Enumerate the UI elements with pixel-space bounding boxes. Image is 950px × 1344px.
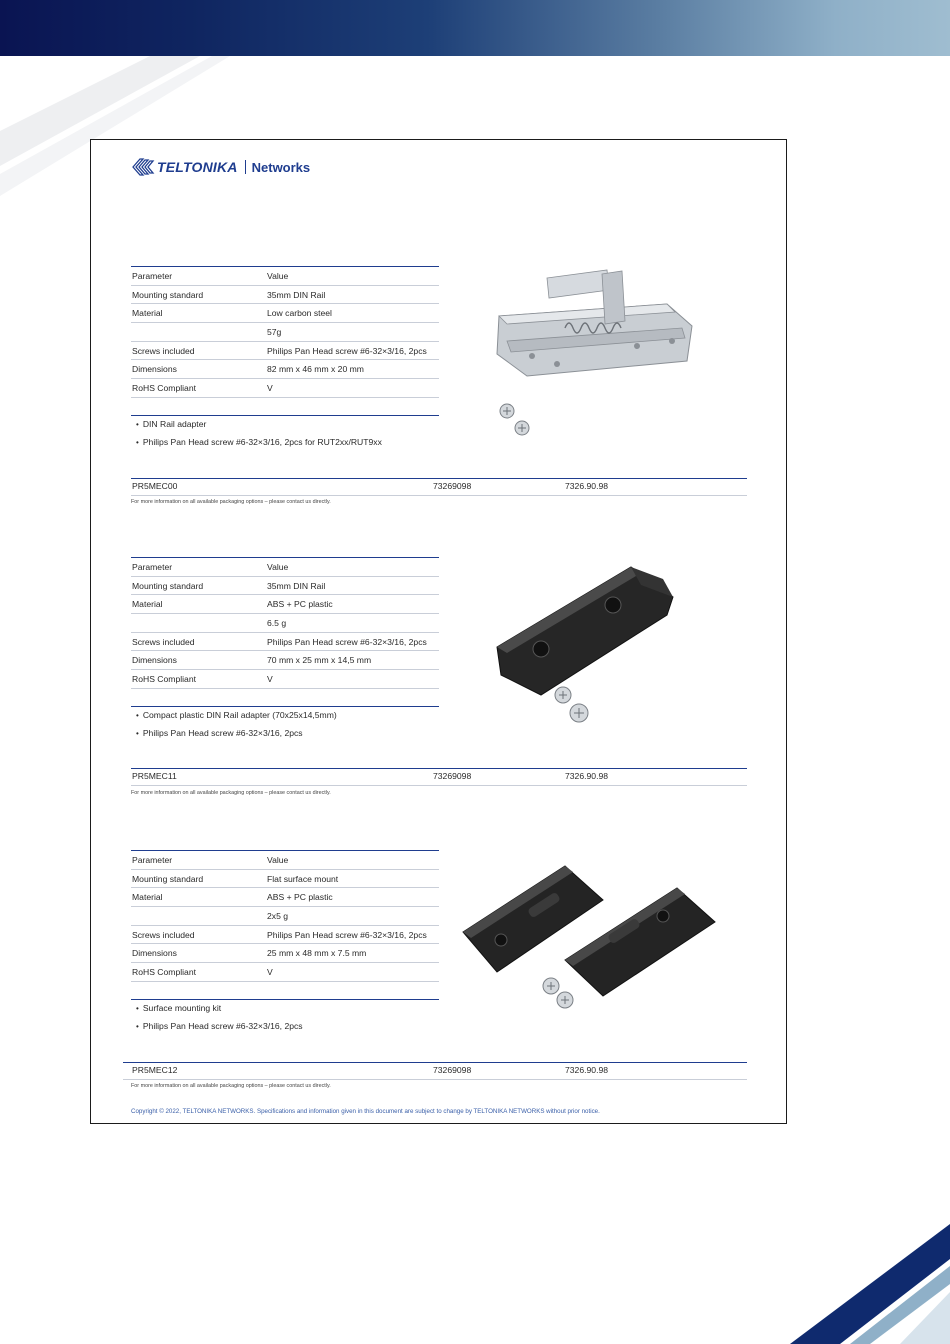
spec-param: RoHS Compliant — [131, 670, 266, 689]
ordering-row — [123, 1062, 747, 1080]
hs-code: 73269098 — [433, 771, 472, 781]
spec-param: Dimensions — [131, 360, 266, 379]
spec-row — [131, 925, 439, 944]
brand-name: TELTONIKA — [157, 159, 238, 175]
packaging-note: For more information on all available packaging options – please contact us directly. — [131, 790, 331, 796]
spec-param: Parameter — [131, 267, 266, 286]
package-contents-list — [131, 999, 439, 1035]
spec-row — [131, 944, 439, 963]
spec-value: Philips Pan Head screw #6-32×3/16, 2pcs — [266, 925, 439, 944]
spec-value: 6.5 g — [266, 614, 439, 633]
datasheet-page — [90, 139, 787, 1124]
spec-param: Mounting standard — [131, 869, 266, 888]
spec-row — [131, 304, 439, 323]
spec-param: RoHS Compliant — [131, 379, 266, 398]
spec-param: Parameter — [131, 558, 266, 577]
spec-row — [131, 907, 439, 926]
spec-value: Value — [266, 267, 439, 286]
list-item: • DIN Rail adapter — [131, 416, 439, 434]
package-contents-list — [131, 415, 439, 451]
corner-decoration — [750, 1204, 950, 1344]
ordering-row — [131, 478, 747, 496]
spec-param — [131, 323, 266, 342]
spec-value: Philips Pan Head screw #6-32×3/16, 2pcs — [266, 632, 439, 651]
spec-param: Mounting standard — [131, 576, 266, 595]
spec-row — [131, 360, 439, 379]
packaging-note: For more information on all available packaging options – please contact us directly. — [131, 499, 331, 505]
spec-param: Mounting standard — [131, 285, 266, 304]
ordering-row — [131, 768, 747, 786]
spec-value: 2x5 g — [266, 907, 439, 926]
spec-row — [131, 576, 439, 595]
spec-row — [131, 963, 439, 982]
spec-header-row — [131, 851, 439, 870]
spec-row — [131, 632, 439, 651]
spec-value: 25 mm x 48 mm x 7.5 mm — [266, 944, 439, 963]
header-gradient-band — [0, 0, 950, 56]
spec-row — [131, 651, 439, 670]
spec-param: Material — [131, 888, 266, 907]
packaging-note: For more information on all available packaging options – please contact us directly. — [131, 1083, 331, 1089]
spec-value: 57g — [266, 323, 439, 342]
list-item: • Philips Pan Head screw #6-32×3/16, 2pcs — [131, 725, 439, 743]
spec-value: 70 mm x 25 mm x 14,5 mm — [266, 651, 439, 670]
spec-row — [131, 670, 439, 689]
logo-divider — [245, 160, 246, 174]
hs-code: 73269098 — [433, 1065, 472, 1075]
spec-param: Material — [131, 595, 266, 614]
spec-value: Philips Pan Head screw #6-32×3/16, 2pcs — [266, 341, 439, 360]
list-item: • Compact plastic DIN Rail adapter (70x25x14,5mm) — [131, 707, 439, 725]
spec-row — [131, 285, 439, 304]
spec-row — [131, 341, 439, 360]
hs-code-dotted: 7326.90.98 — [565, 1065, 609, 1075]
product-code: PR5MEC00 — [132, 481, 178, 491]
spec-param: Screws included — [131, 632, 266, 651]
spec-value: V — [266, 379, 439, 398]
spec-value: V — [266, 963, 439, 982]
spec-row — [131, 323, 439, 342]
spec-param: Screws included — [131, 925, 266, 944]
hs-code-dotted: 7326.90.98 — [565, 481, 609, 491]
list-item: • Philips Pan Head screw #6-32×3/16, 2pcs for RUT2xx/RUT9xx — [131, 434, 439, 452]
spec-header-row — [131, 558, 439, 577]
spec-row — [131, 614, 439, 633]
spec-value: 35mm DIN Rail — [266, 285, 439, 304]
spec-table — [131, 557, 439, 689]
list-item: • Surface mounting kit — [131, 1000, 439, 1018]
teltonika-logo — [131, 156, 310, 178]
spec-value: ABS + PC plastic — [266, 888, 439, 907]
teltonika-chevron-icon — [131, 157, 155, 177]
spec-value: Value — [266, 851, 439, 870]
spec-table — [131, 266, 439, 398]
spec-param: Material — [131, 304, 266, 323]
spec-row — [131, 888, 439, 907]
spec-row — [131, 595, 439, 614]
spec-value: Value — [266, 558, 439, 577]
spec-param: Screws included — [131, 341, 266, 360]
spec-param: RoHS Compliant — [131, 963, 266, 982]
product-code: PR5MEC11 — [132, 771, 177, 781]
package-contents-list — [131, 706, 439, 742]
spec-value: ABS + PC plastic — [266, 595, 439, 614]
metal-din-rail-adapter-image — [487, 266, 707, 441]
spec-value: 82 mm x 46 mm x 20 mm — [266, 360, 439, 379]
spec-row — [131, 869, 439, 888]
spec-param: Parameter — [131, 851, 266, 870]
spec-param — [131, 907, 266, 926]
spec-table — [131, 850, 439, 982]
brand-subtitle: Networks — [251, 159, 311, 175]
spec-value: 35mm DIN Rail — [266, 576, 439, 595]
spec-row — [131, 379, 439, 398]
spec-value: Flat surface mount — [266, 869, 439, 888]
spec-value: Low carbon steel — [266, 304, 439, 323]
spec-value: V — [266, 670, 439, 689]
spec-param: Dimensions — [131, 651, 266, 670]
spec-param: Dimensions — [131, 944, 266, 963]
product-code: PR5MEC12 — [132, 1065, 178, 1075]
hs-code-dotted: 7326.90.98 — [565, 771, 609, 781]
spec-param — [131, 614, 266, 633]
copyright-footer: Copyright © 2022, TELTONIKA NETWORKS. Specifications and information given in this document are subject to change by TELTONIKA NETWORKS without prior notice. — [131, 1108, 600, 1115]
list-item: • Philips Pan Head screw #6-32×3/16, 2pcs — [131, 1018, 439, 1036]
hs-code: 73269098 — [433, 481, 472, 491]
spec-header-row — [131, 267, 439, 286]
